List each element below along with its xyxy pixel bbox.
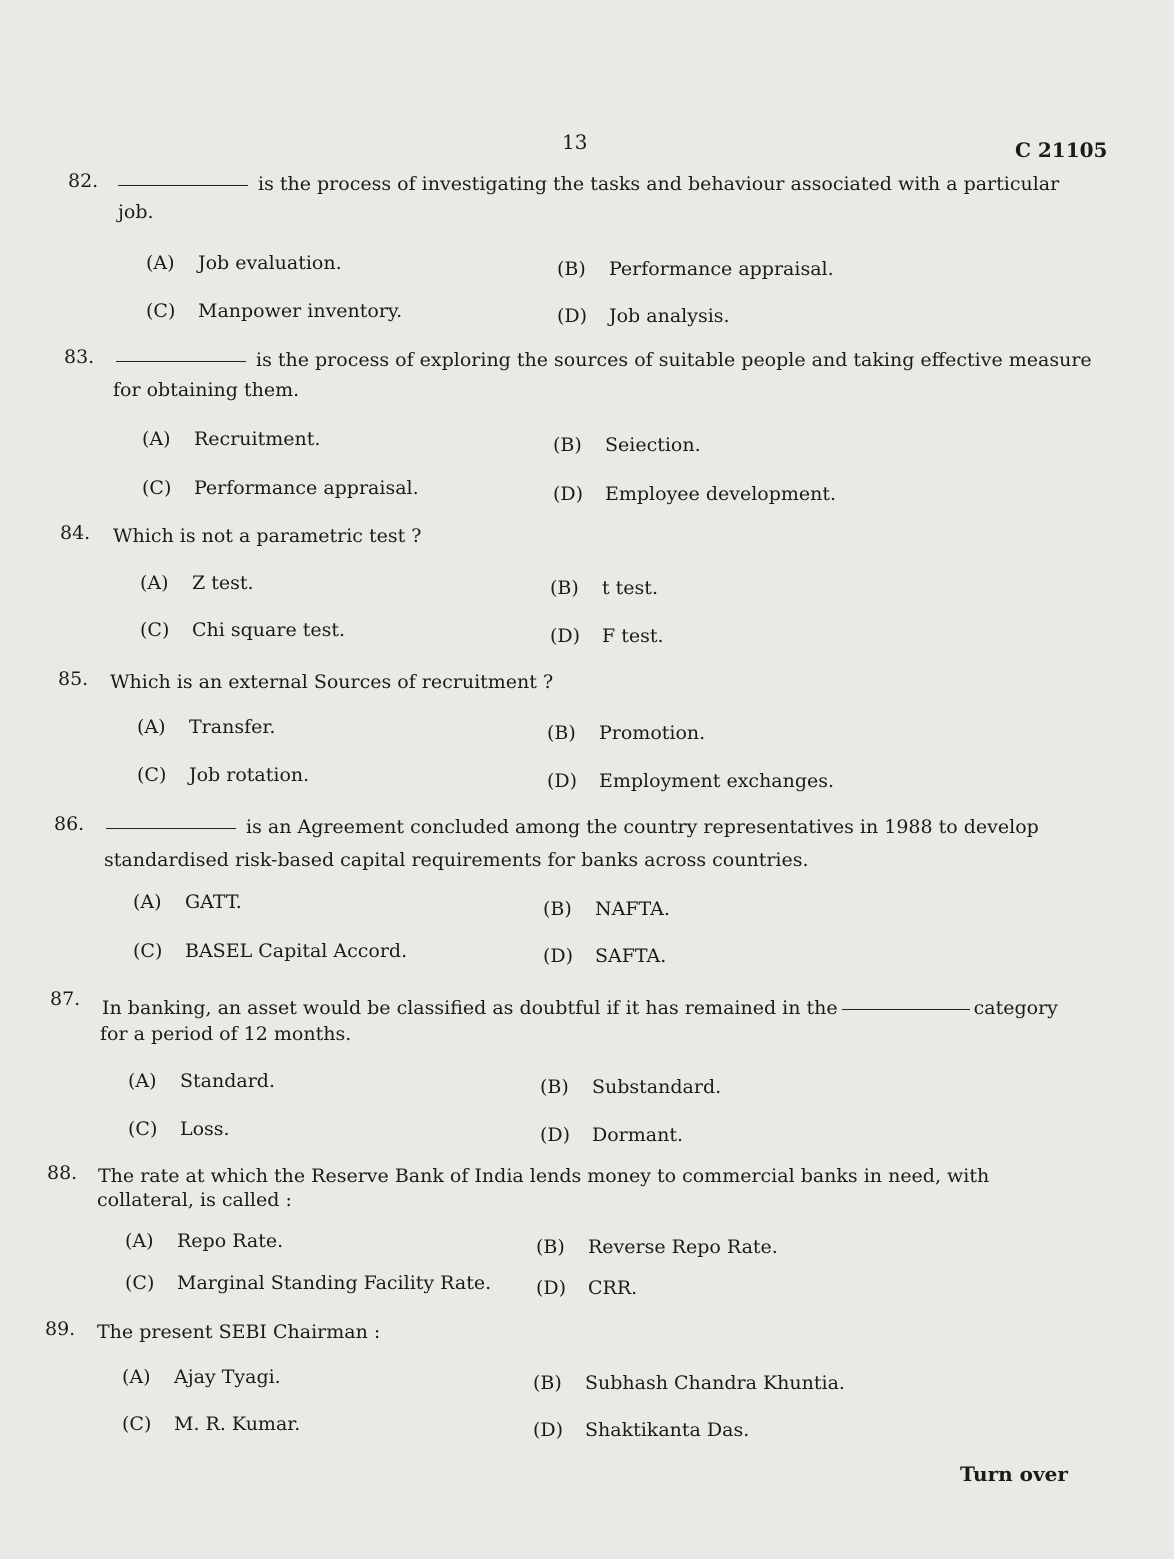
- option-c: (C) Job rotation.: [137, 764, 310, 786]
- option-a: (A) Repo Rate.: [125, 1230, 284, 1252]
- question-text: In banking, an asset would be classified as doubtful if it has remained in the category: [102, 997, 1058, 1019]
- question-number: 82.: [68, 170, 99, 192]
- option-b: (B) t test.: [550, 577, 658, 599]
- option-c: (C) Marginal Standing Facility Rate.: [125, 1272, 492, 1294]
- option-b: (B) Reverse Repo Rate.: [536, 1236, 778, 1258]
- option-c: (C) M. R. Kumar.: [122, 1413, 301, 1435]
- option-a: (A) Recruitment.: [142, 428, 321, 450]
- page-number: 13: [562, 130, 588, 154]
- question-number: 86.: [54, 813, 85, 835]
- question-text-line2: job.: [118, 201, 154, 223]
- question-text: The present SEBI Chairman :: [97, 1321, 381, 1343]
- option-d: (D) Employee development.: [553, 483, 837, 505]
- option-b: (B) Substandard.: [540, 1076, 722, 1098]
- option-a: (A) Standard.: [128, 1070, 275, 1092]
- question-text-line2: collateral, is called :: [97, 1189, 292, 1211]
- question-text: The rate at which the Reserve Bank of India lends money to commercial banks in need, with: [98, 1165, 990, 1187]
- answer-blank: [116, 361, 246, 362]
- option-d: (D) F test.: [550, 625, 664, 647]
- question-text: is the process of investigating the tasks and behaviour associated with a particular: [118, 170, 1118, 198]
- paper-code: C 21105: [1015, 138, 1108, 162]
- option-a: (A) Ajay Tyagi.: [122, 1366, 281, 1388]
- option-c: (C) BASEL Capital Accord.: [133, 940, 408, 962]
- question-text: Which is an external Sources of recruitment ?: [110, 671, 554, 693]
- question-number: 89.: [45, 1318, 76, 1340]
- question-number: 85.: [58, 668, 89, 690]
- option-a: (A) GATT.: [133, 891, 242, 913]
- option-a: (A) Job evaluation.: [146, 252, 342, 274]
- question-text-line2: for obtaining them.: [113, 379, 300, 401]
- option-c: (C) Manpower inventory.: [146, 300, 403, 322]
- option-a: (A) Transfer.: [137, 716, 276, 738]
- turn-over-label: Turn over: [960, 1462, 1068, 1486]
- question-number: 84.: [60, 522, 91, 544]
- option-d: (D) Dormant.: [540, 1124, 684, 1146]
- answer-blank: [842, 1009, 970, 1010]
- question-text: is an Agreement concluded among the country representatives in 1988 to develop: [106, 813, 1116, 841]
- question-text: Which is not a parametric test ?: [113, 525, 422, 547]
- question-number: 83.: [64, 346, 95, 368]
- question-text-line2: for a period of 12 months.: [100, 1023, 352, 1045]
- question-number: 88.: [47, 1162, 78, 1184]
- option-b: (B) NAFTA.: [543, 898, 670, 920]
- option-c: (C) Loss.: [128, 1118, 230, 1140]
- option-b: (B) Performance appraisal.: [557, 258, 834, 280]
- option-a: (A) Z test.: [140, 572, 254, 594]
- answer-blank: [118, 185, 248, 186]
- answer-blank: [106, 828, 236, 829]
- option-b: (B) Promotion.: [547, 722, 706, 744]
- option-d: (D) Job analysis.: [557, 305, 730, 327]
- option-c: (C) Chi square test.: [140, 619, 346, 641]
- option-b: (B) Seiection.: [553, 434, 701, 456]
- option-c: (C) Performance appraisal.: [142, 477, 419, 499]
- question-text-line2: standardised risk-based capital requirements for banks across countries.: [104, 849, 809, 871]
- option-d: (D) Shaktikanta Das.: [533, 1419, 750, 1441]
- question-text: is the process of exploring the sources of suitable people and taking effective measure: [116, 346, 1116, 374]
- question-number: 87.: [50, 988, 81, 1010]
- option-d: (D) SAFTA.: [543, 945, 667, 967]
- option-d: (D) Employment exchanges.: [547, 770, 835, 792]
- option-d: (D) CRR.: [536, 1277, 638, 1299]
- option-b: (B) Subhash Chandra Khuntia.: [533, 1372, 845, 1394]
